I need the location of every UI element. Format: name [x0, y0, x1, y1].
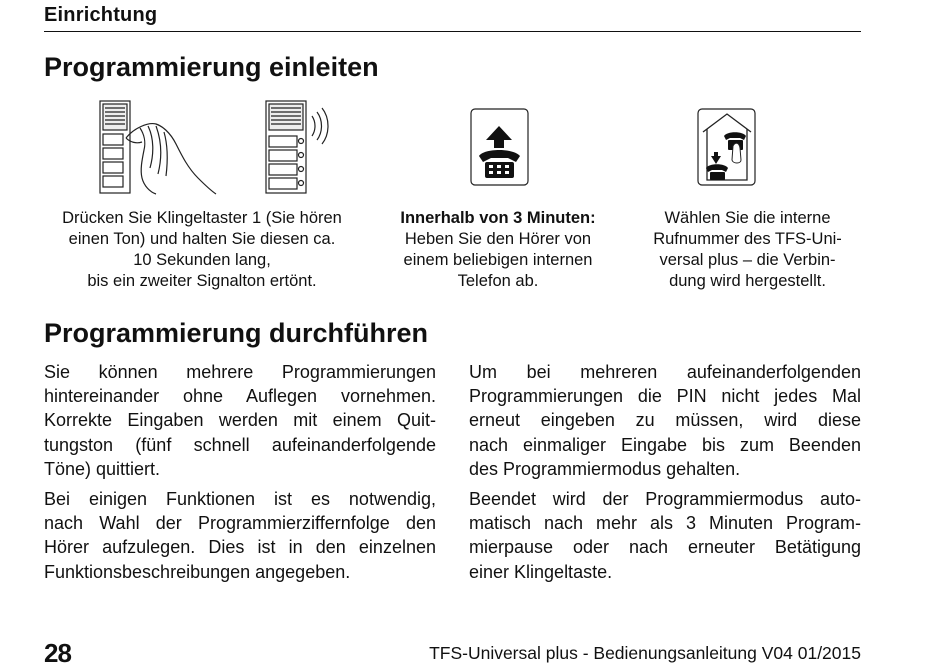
text-line: tungston (fünf schnell aufeinanderfolgende	[44, 434, 436, 455]
paragraph	[469, 487, 861, 584]
text-line: Funktionsbeschreibungen angegeben.	[44, 561, 351, 582]
text-line: erneut eingeben zu müssen, wird diese	[469, 410, 861, 431]
text-line: Programmierungen die PIN nicht jedes Mal	[469, 386, 861, 407]
step-2-line: einem beliebigen internen	[403, 251, 593, 269]
text-line: Korrekte Eingaben werden mit einem Quit-	[44, 410, 436, 431]
heading-programmierung-durchfuehren: Programmierung durchführen	[44, 318, 429, 348]
text-line: Sie können mehrere Programmierungen	[44, 362, 436, 382]
lift-handset-icon	[470, 108, 530, 188]
step-1-line: 10 Sekunden lang,	[133, 251, 271, 269]
step-3-line: Rufnummer des TFS-Uni-	[653, 230, 842, 248]
step-1-line: einen Ton) und halten Sie diesen ca.	[68, 230, 336, 248]
text-line: nach einmaliger Eingabe bis zum Beenden	[469, 434, 861, 455]
step-3-caption	[630, 208, 865, 292]
step-3-line: dung wird hergestellt.	[669, 272, 826, 290]
text-line: hintereinander ohne Auflegen vornehmen.	[44, 386, 436, 407]
footer-doc-title: TFS-Universal plus - Bedienungsanleitung V04 01/2015	[429, 643, 861, 663]
house-phone-dial-icon	[697, 108, 757, 188]
step-3-line: Wählen Sie die interne	[664, 209, 831, 227]
text-line: Beendet wird der Programmiermodus auto-	[469, 489, 861, 510]
section-header: Einrichtung	[44, 4, 861, 32]
step-2-caption	[383, 208, 613, 292]
text-line: des Programmiermodus gehalten.	[469, 458, 741, 479]
step-2-line: Telefon ab.	[457, 272, 539, 290]
paragraph	[44, 360, 436, 481]
doorbell-panel-hand-icon	[96, 98, 346, 198]
page-number: 28	[44, 638, 71, 668]
step-1-line: bis ein zweiter Signalton ertönt.	[87, 272, 317, 290]
step-1-line: Drücken Sie Klingeltaster 1 (Sie hören	[62, 209, 342, 227]
text-line: Töne) quittiert.	[44, 458, 161, 479]
left-column	[44, 360, 436, 590]
right-column	[469, 360, 861, 590]
text-line: Um bei mehreren aufeinanderfolgenden	[469, 362, 861, 382]
text-line: nach Wahl der Programmierziffernfolge den	[44, 513, 436, 534]
heading-programmierung-einleiten: Programmierung einleiten	[44, 52, 379, 82]
text-line: matisch nach mehr als 3 Minuten Program-	[469, 513, 861, 534]
step-1-caption	[40, 208, 364, 292]
step-3-line: versal plus – die Verbin-	[659, 251, 836, 269]
text-line: einer Klingeltaste.	[469, 561, 613, 582]
step-2-line: Heben Sie den Hörer von	[404, 230, 592, 248]
step-2-bold-line: Innerhalb von 3 Minuten:	[400, 209, 596, 227]
text-line: Hörer aufzulegen. Dies ist in den einzelnen	[44, 537, 436, 558]
text-line: Bei einigen Funktionen ist es notwendig,	[44, 489, 436, 510]
text-line: mierpause oder nach erneuter Betätigung	[469, 537, 861, 558]
paragraph	[469, 360, 861, 481]
paragraph	[44, 487, 436, 584]
